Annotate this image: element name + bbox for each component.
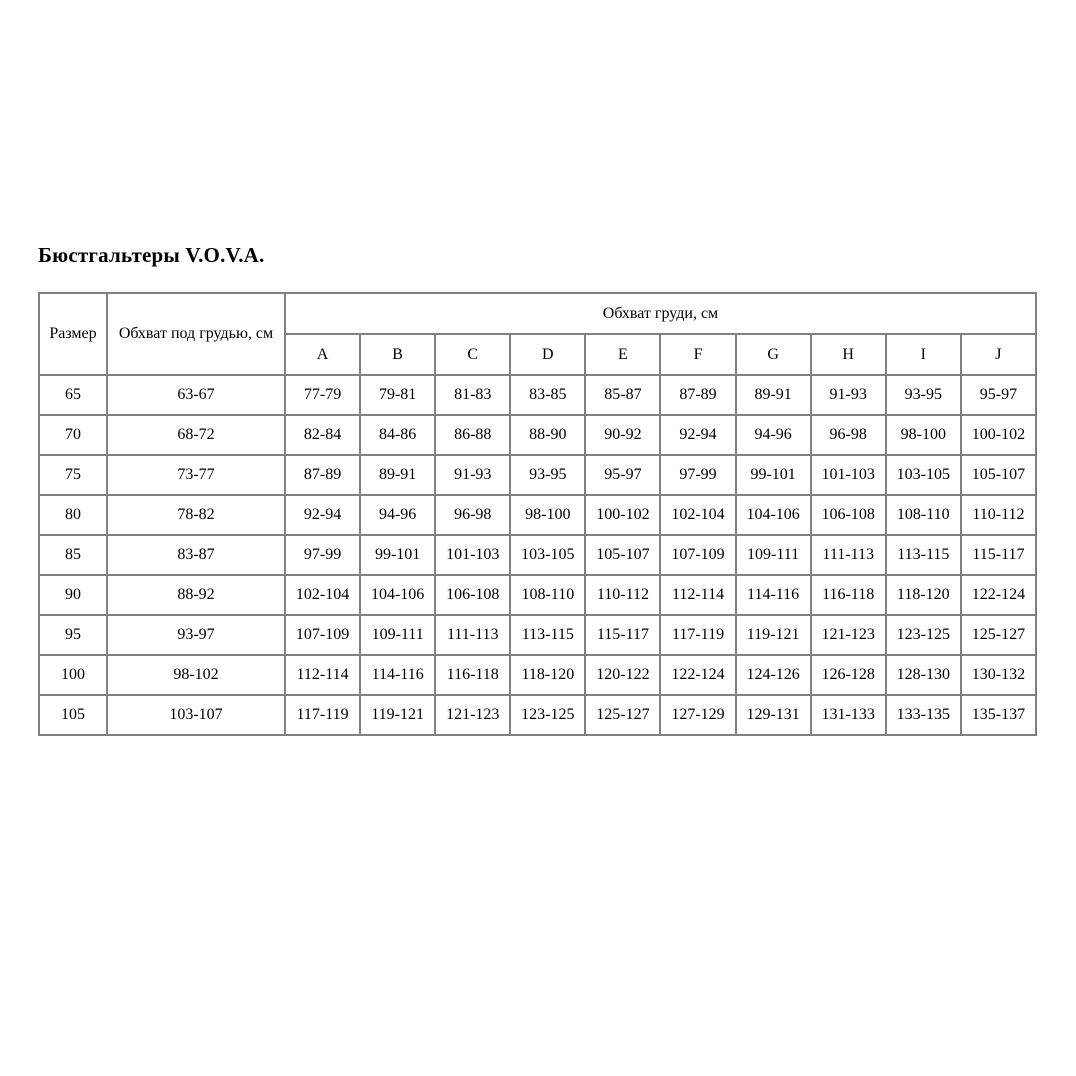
table-row xyxy=(39,655,1036,695)
cell-bust-range: 110-112 xyxy=(961,495,1036,535)
cell-bust-range: 86-88 xyxy=(435,415,510,455)
cell-bust-range: 101-103 xyxy=(435,535,510,575)
table-row xyxy=(39,535,1036,575)
table-row xyxy=(39,375,1036,415)
cell-bust-range: 118-120 xyxy=(510,655,585,695)
cell-bust-range: 98-100 xyxy=(886,415,961,455)
cell-bust-range: 104-106 xyxy=(736,495,811,535)
cell-underbust: 78-82 xyxy=(107,495,285,535)
cell-bust-range: 128-130 xyxy=(886,655,961,695)
cell-bust-range: 97-99 xyxy=(285,535,360,575)
cell-bust-range: 127-129 xyxy=(660,695,735,735)
cell-bust-range: 107-109 xyxy=(285,615,360,655)
cell-bust-range: 123-125 xyxy=(510,695,585,735)
cell-bust-range: 106-108 xyxy=(435,575,510,615)
table-body xyxy=(39,375,1036,735)
header-cup-a: A xyxy=(285,334,360,375)
header-cup-c: C xyxy=(435,334,510,375)
cell-bust-range: 96-98 xyxy=(435,495,510,535)
cell-bust-range: 99-101 xyxy=(360,535,435,575)
cell-bust-range: 119-121 xyxy=(360,695,435,735)
cell-bust-range: 94-96 xyxy=(736,415,811,455)
header-cup-h: H xyxy=(811,334,886,375)
cell-underbust: 68-72 xyxy=(107,415,285,455)
cell-bust-range: 125-127 xyxy=(961,615,1036,655)
cell-bust-range: 108-110 xyxy=(510,575,585,615)
header-size: Размер xyxy=(39,293,107,375)
cell-bust-range: 119-121 xyxy=(736,615,811,655)
cell-size: 95 xyxy=(39,615,107,655)
cell-bust-range: 93-95 xyxy=(886,375,961,415)
cell-bust-range: 114-116 xyxy=(360,655,435,695)
size-table xyxy=(38,292,1037,736)
header-cup-b: B xyxy=(360,334,435,375)
cell-bust-range: 92-94 xyxy=(660,415,735,455)
cell-bust-range: 122-124 xyxy=(660,655,735,695)
cell-bust-range: 118-120 xyxy=(886,575,961,615)
cell-bust-range: 126-128 xyxy=(811,655,886,695)
cell-bust-range: 135-137 xyxy=(961,695,1036,735)
cell-bust-range: 101-103 xyxy=(811,455,886,495)
cell-bust-range: 99-101 xyxy=(736,455,811,495)
cell-bust-range: 112-114 xyxy=(285,655,360,695)
cell-bust-range: 121-123 xyxy=(435,695,510,735)
cell-size: 70 xyxy=(39,415,107,455)
cell-bust-range: 122-124 xyxy=(961,575,1036,615)
cell-bust-range: 113-115 xyxy=(510,615,585,655)
cell-bust-range: 91-93 xyxy=(435,455,510,495)
cell-bust-range: 133-135 xyxy=(886,695,961,735)
table-header xyxy=(39,293,1036,375)
header-cup-d: D xyxy=(510,334,585,375)
cell-bust-range: 106-108 xyxy=(811,495,886,535)
cell-bust-range: 116-118 xyxy=(435,655,510,695)
header-bust-group: Обхват груди, см xyxy=(285,293,1036,334)
cell-bust-range: 82-84 xyxy=(285,415,360,455)
cell-bust-range: 104-106 xyxy=(360,575,435,615)
cell-size: 80 xyxy=(39,495,107,535)
cell-bust-range: 103-105 xyxy=(510,535,585,575)
cell-size: 65 xyxy=(39,375,107,415)
cell-size: 105 xyxy=(39,695,107,735)
cell-underbust: 83-87 xyxy=(107,535,285,575)
cell-bust-range: 105-107 xyxy=(961,455,1036,495)
cell-bust-range: 102-104 xyxy=(285,575,360,615)
cell-bust-range: 100-102 xyxy=(961,415,1036,455)
cell-bust-range: 108-110 xyxy=(886,495,961,535)
cell-bust-range: 111-113 xyxy=(811,535,886,575)
cell-bust-range: 90-92 xyxy=(585,415,660,455)
cell-bust-range: 107-109 xyxy=(660,535,735,575)
cell-underbust: 73-77 xyxy=(107,455,285,495)
cell-bust-range: 109-111 xyxy=(736,535,811,575)
cell-bust-range: 123-125 xyxy=(886,615,961,655)
table-row xyxy=(39,695,1036,735)
cell-bust-range: 117-119 xyxy=(285,695,360,735)
cell-size: 90 xyxy=(39,575,107,615)
cell-bust-range: 130-132 xyxy=(961,655,1036,695)
cell-bust-range: 87-89 xyxy=(660,375,735,415)
cell-bust-range: 96-98 xyxy=(811,415,886,455)
cell-underbust: 103-107 xyxy=(107,695,285,735)
cell-bust-range: 89-91 xyxy=(360,455,435,495)
cell-bust-range: 98-100 xyxy=(510,495,585,535)
cell-bust-range: 129-131 xyxy=(736,695,811,735)
cell-bust-range: 95-97 xyxy=(585,455,660,495)
header-cup-e: E xyxy=(585,334,660,375)
cell-bust-range: 121-123 xyxy=(811,615,886,655)
cell-bust-range: 120-122 xyxy=(585,655,660,695)
header-cup-i: I xyxy=(886,334,961,375)
cell-bust-range: 115-117 xyxy=(961,535,1036,575)
table-row xyxy=(39,455,1036,495)
cell-bust-range: 103-105 xyxy=(886,455,961,495)
cell-bust-range: 117-119 xyxy=(660,615,735,655)
cell-bust-range: 85-87 xyxy=(585,375,660,415)
cell-bust-range: 79-81 xyxy=(360,375,435,415)
cell-bust-range: 112-114 xyxy=(660,575,735,615)
cell-bust-range: 97-99 xyxy=(660,455,735,495)
cell-bust-range: 111-113 xyxy=(435,615,510,655)
cell-bust-range: 131-133 xyxy=(811,695,886,735)
cell-bust-range: 110-112 xyxy=(585,575,660,615)
cell-bust-range: 77-79 xyxy=(285,375,360,415)
table-row xyxy=(39,495,1036,535)
header-cup-g: G xyxy=(736,334,811,375)
cell-bust-range: 113-115 xyxy=(886,535,961,575)
cell-underbust: 88-92 xyxy=(107,575,285,615)
cell-bust-range: 81-83 xyxy=(435,375,510,415)
cell-bust-range: 93-95 xyxy=(510,455,585,495)
header-underbust: Обхват под грудью, см xyxy=(107,293,285,375)
table-row xyxy=(39,615,1036,655)
header-cup-j: J xyxy=(961,334,1036,375)
cell-bust-range: 94-96 xyxy=(360,495,435,535)
cell-bust-range: 83-85 xyxy=(510,375,585,415)
cell-size: 75 xyxy=(39,455,107,495)
cell-bust-range: 87-89 xyxy=(285,455,360,495)
cell-bust-range: 95-97 xyxy=(961,375,1036,415)
cell-bust-range: 105-107 xyxy=(585,535,660,575)
cell-bust-range: 89-91 xyxy=(736,375,811,415)
cell-bust-range: 114-116 xyxy=(736,575,811,615)
cell-bust-range: 102-104 xyxy=(660,495,735,535)
cell-bust-range: 109-111 xyxy=(360,615,435,655)
page-title: Бюстгальтеры V.O.V.A. xyxy=(38,243,265,267)
cell-bust-range: 92-94 xyxy=(285,495,360,535)
cell-bust-range: 88-90 xyxy=(510,415,585,455)
cell-underbust: 93-97 xyxy=(107,615,285,655)
table-row xyxy=(39,575,1036,615)
cell-bust-range: 115-117 xyxy=(585,615,660,655)
cell-underbust: 63-67 xyxy=(107,375,285,415)
cell-bust-range: 125-127 xyxy=(585,695,660,735)
cell-size: 100 xyxy=(39,655,107,695)
cell-size: 85 xyxy=(39,535,107,575)
cell-bust-range: 84-86 xyxy=(360,415,435,455)
cell-bust-range: 100-102 xyxy=(585,495,660,535)
cell-bust-range: 116-118 xyxy=(811,575,886,615)
header-row-top xyxy=(39,293,1036,334)
table-row xyxy=(39,415,1036,455)
cell-bust-range: 91-93 xyxy=(811,375,886,415)
cell-bust-range: 124-126 xyxy=(736,655,811,695)
cell-underbust: 98-102 xyxy=(107,655,285,695)
header-cup-f: F xyxy=(660,334,735,375)
